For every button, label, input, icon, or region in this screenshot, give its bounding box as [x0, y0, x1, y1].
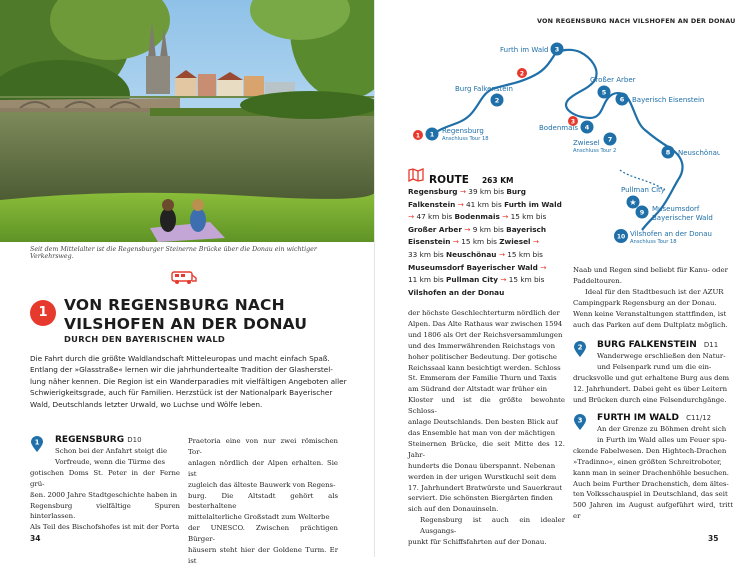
- route-distance-text: 11 km bis: [408, 275, 447, 285]
- body-line: burg. Die Altstadt gehört als besterhaltene: [188, 491, 338, 511]
- stop-marker: [614, 229, 628, 243]
- body-line: Regensburg ist auch ein idealer Ausgangs-: [420, 516, 565, 536]
- section-heading: [597, 413, 711, 423]
- stop-marker: [491, 94, 504, 107]
- body-line: häusern steht hier der Goldene Turm. Er ist: [188, 546, 338, 565]
- stop-label: Zwiesel: [573, 139, 600, 147]
- route-distance-text: 47 km bis: [416, 212, 455, 222]
- body-line: Kloster und ist die größte bewohnte Schloss-: [408, 396, 565, 416]
- body-line: gotischen Doms St. Peter in der Ferne grü-: [30, 468, 180, 488]
- route-line: [408, 224, 578, 237]
- side-marker: 3: [570, 118, 576, 126]
- svg-text:8: 8: [665, 148, 671, 157]
- body-line: An der Grenze zu Böhmen dreht sich: [597, 425, 727, 433]
- body-line: und Felsenpark rund um die ein-: [597, 362, 712, 371]
- route-stop-name: Großer Arber: [408, 224, 462, 234]
- route-arrow: →: [537, 262, 547, 272]
- body-line: kann man in seiner Drachenhöhle besuchen.: [573, 468, 729, 477]
- body-line: Vorfreude, wenn die Türme des: [55, 457, 166, 466]
- map-grid-code: C11/12: [686, 414, 712, 422]
- route-arrow: →: [499, 212, 511, 222]
- intro-line: Wald, Deutschlands letzter Urwald, wo Luchse und Wölfe leben.: [30, 399, 263, 409]
- body-line: werden in der urigen Wurstkuchl seit dem: [408, 472, 557, 481]
- section-title: REGENSBURG: [55, 435, 125, 445]
- intro-line: lung näher kennen. Die Region ist ein Wanderparadies mit vielfältigen Angeboten aller: [30, 376, 347, 386]
- route-line: [408, 249, 578, 262]
- body-line: Steinernen Brücke, die seit Mitte des 12. Jahr-: [408, 439, 565, 459]
- tour-intro: [30, 353, 365, 410]
- route-stop-name: Neuschönau: [446, 249, 497, 259]
- route-arrow: →: [455, 199, 467, 209]
- svg-text:6: 6: [619, 95, 625, 104]
- body-line: Campingpark Regensburg an der Donau.: [573, 298, 717, 307]
- svg-text:★: ★: [629, 198, 637, 207]
- body-line: Reichssaal kann besichtigt werden. Schloss: [408, 363, 561, 372]
- map-grid-code: D11: [703, 341, 719, 349]
- page-number-left: 34: [30, 534, 41, 543]
- section-title: FURTH IM WALD: [597, 413, 679, 423]
- intro-line: Entlang der »Glasstraße« lernen wir die jahrhundertealte Tradition der Glasherstel-: [30, 365, 333, 375]
- body-line: Wanderwege erschließen den Natur-: [597, 352, 726, 360]
- route-stop-name: Furth im Wald: [504, 199, 562, 209]
- column-three-text: [408, 308, 565, 548]
- tour-subtitle: DURCH DEN BAYERISCHEN WALD: [64, 334, 226, 344]
- map-grid-code: D10: [127, 436, 142, 444]
- stop-sublabel: Anschluss Tour 18: [442, 136, 489, 142]
- body-line: anlage Deutschlands. Den besten Blick auf: [408, 418, 558, 427]
- tour-title: [64, 296, 364, 334]
- route-title: ROUTE: [429, 174, 469, 186]
- stop-label: Bayerisch Eisenstein: [632, 96, 705, 104]
- stop-marker: [662, 146, 675, 159]
- regensburg-bridge-photo: [0, 0, 375, 242]
- body-line: Schon bei der Anfahrt steigt die: [55, 447, 168, 455]
- route-distance-text: 15 km bis: [508, 275, 545, 285]
- route-line: [408, 236, 578, 249]
- section-body: [573, 351, 733, 406]
- stop-label: Furth im Wald: [500, 46, 549, 54]
- svg-text:9: 9: [639, 208, 645, 217]
- stop-label: Museumsdorf: [652, 205, 700, 213]
- route-line: [408, 199, 578, 212]
- route-list: [408, 186, 578, 299]
- stop-marker: [604, 133, 617, 146]
- right-page: [375, 0, 750, 557]
- route-line: [408, 186, 578, 199]
- route-distance-text: 39 km bis: [468, 187, 507, 196]
- route-arrow: →: [461, 224, 473, 234]
- star-icon: [627, 196, 640, 209]
- route-distance-text: 9 km bis: [472, 224, 507, 234]
- route-arrow: →: [497, 275, 509, 285]
- route-stop-name: Burg: [506, 187, 526, 196]
- pin-number: 2: [577, 343, 583, 352]
- route-stop-name: Pullman City: [446, 275, 498, 285]
- body-line: am Südrand der Altstadt war früher ein: [408, 385, 548, 394]
- section-heading: [55, 435, 142, 445]
- body-line: hunderts die Donau überspannt. Nebenan: [408, 461, 556, 470]
- body-line: Als Teil des Bischofshofes ist mit der Porta: [30, 523, 180, 532]
- stop-sublabel: Anschluss Tour 18: [630, 239, 677, 245]
- page-number-right: 35: [708, 534, 719, 543]
- body-line: sich auf den Donauinseln.: [408, 505, 499, 514]
- route-distance-text: 15 km bis: [510, 212, 547, 222]
- intro-line: Die Fahrt durch die größte Waldlandschaft Mitteleuropas und macht einfach Spaß.: [30, 354, 330, 363]
- stop-label: Bayerischer Wald: [652, 214, 713, 222]
- photo-caption: Seit dem Mittelalter ist die Regensburger Steinerne Brücke über die Donau ein wichtiger Verkehrsweg.: [30, 246, 317, 260]
- stop-label: Regensburg: [442, 127, 484, 135]
- body-line: und Brücken durch eine Felsendurchgänge.: [573, 395, 727, 404]
- body-line: 12. Jahrhundert. Dabei geht es über Leitern: [573, 384, 728, 393]
- body-line: das Ensemble hat man von der mächtigen: [408, 428, 556, 437]
- route-distance: 263 KM: [481, 176, 514, 185]
- body-line: zugleich das älteste Bauwerk von Regens-: [188, 480, 336, 489]
- route-stop-name: Bodenmais: [454, 212, 500, 222]
- section-body: [30, 446, 180, 533]
- section-title: BURG FALKENSTEIN: [597, 340, 697, 350]
- svg-text:3: 3: [554, 45, 560, 54]
- stop-marker: [598, 86, 611, 99]
- route-arrow: →: [457, 187, 469, 196]
- route-line: [408, 262, 578, 275]
- route-stop-name: Museumsdorf Bayerischer Wald: [408, 262, 538, 272]
- tour-number-badge: 1: [30, 300, 56, 326]
- body-line: St. Emmeram der Familie Thurn und Taxis: [408, 374, 557, 383]
- pin-number: 3: [577, 416, 583, 425]
- stop-marker: [636, 206, 649, 219]
- body-line: ßen. 2000 Jahre Stadtgeschichte haben in: [30, 490, 178, 499]
- column-two-text: [188, 436, 338, 567]
- running-head: VON REGENSBURG NACH VILSHOFEN AN DER DONAU: [537, 17, 736, 25]
- stop-sublabel: Anschluss Tour 2: [573, 148, 617, 154]
- svg-text:10: 10: [616, 233, 626, 241]
- stop-marker: [581, 121, 594, 134]
- stop-label: Großer Arber: [590, 76, 636, 84]
- tour-title-line1: VON REGENSBURG NACH: [64, 296, 285, 314]
- stop-label: Neuschönau: [678, 149, 720, 157]
- route-distance-text: 41 km bis: [466, 199, 505, 209]
- route-line: [408, 287, 578, 300]
- body-line: Auch beim Further Drachenstich, dem ältes-: [573, 479, 729, 488]
- motorhome-icon: [171, 269, 197, 285]
- stop-marker: [426, 128, 439, 141]
- body-line: der höchste Geschlechterturm nördlich der: [408, 309, 560, 317]
- route-stop-name: Vilshofen an der Donau: [408, 287, 505, 297]
- route-distance-text: 15 km bis: [461, 237, 500, 247]
- body-line: und 1806 als Ort der Reichsversammlungen: [408, 330, 563, 339]
- route-line: [408, 211, 578, 224]
- side-marker: 2: [519, 70, 525, 78]
- route-arrow: →: [496, 249, 508, 259]
- route-line: [408, 274, 578, 287]
- section-heading: [597, 340, 718, 350]
- section-body: [573, 424, 733, 522]
- body-line: mittelalterliche Großstadt zum Welterbe: [188, 513, 330, 522]
- column-four-text: [573, 265, 733, 330]
- body-line: Praetoria eine von nur zwei römischen Tor-: [188, 437, 338, 456]
- intro-line: Schwierigkeitsgrade, auch für Familien. Herzstück ist der Nationalpark Bayerischer: [30, 388, 333, 398]
- side-marker: 1: [415, 132, 421, 140]
- svg-text:2: 2: [494, 96, 500, 105]
- pin-number: 1: [34, 438, 40, 447]
- body-line: anlagen nördlich der Alpen erhalten. Sie ist: [188, 458, 338, 478]
- body-line: punkt für Schiffsfahrten auf der Donau.: [408, 538, 547, 547]
- tour-title-line2: VILSHOFEN AN DER DONAU: [64, 315, 308, 333]
- route-arrow: →: [530, 237, 539, 247]
- svg-text:7: 7: [607, 135, 613, 144]
- route-stop-name: Regensburg: [408, 187, 458, 196]
- route-stop-name: Bayerisch: [506, 224, 547, 234]
- route-stop-name: Eisenstein: [408, 237, 451, 247]
- body-line: ten Volksschauspiel in Deutschland, das seit: [573, 490, 728, 499]
- body-line: »Tradinno«, einen größten Schreitroboter,: [573, 457, 722, 466]
- body-line: hoher politischer Bedeutung. Der gotische: [408, 352, 557, 361]
- body-line: Paddeltouren.: [573, 276, 622, 285]
- svg-text:4: 4: [584, 123, 590, 132]
- body-line: 500 Jahren im August aufgeführt wird, tritt er: [573, 501, 733, 521]
- svg-text:1: 1: [429, 130, 435, 139]
- map-icon: [408, 167, 424, 181]
- body-line: drucksvolle und gut erhaltene Burg aus dem: [573, 373, 730, 382]
- route-heading: [429, 168, 514, 187]
- route-stop-name: Falkenstein: [408, 199, 456, 209]
- stop-marker: [616, 93, 629, 106]
- left-page: [0, 0, 375, 565]
- body-line: in Furth im Wald alles um Feuer spu-: [597, 435, 727, 444]
- body-line: 17. Jahrhundert Bratwürste und Sauerkraut: [408, 483, 563, 492]
- body-line: Naab und Regen sind beliebt für Kanu- oder: [573, 266, 728, 274]
- body-line: ckende Fabelwesen. Den Hightech-Drachen: [573, 446, 727, 455]
- route-arrow: →: [450, 237, 462, 247]
- body-line: Alpen. Das Alte Rathaus war zwischen 1594: [408, 319, 563, 328]
- body-line: serviert. Die schönsten Biergärten finden: [408, 494, 553, 503]
- stop-label: Burg Falkenstein: [455, 85, 513, 93]
- route-distance-text: 15 km bis: [507, 249, 543, 259]
- route-stop-name: Zwiesel: [499, 237, 531, 247]
- route-arrow: →: [408, 212, 417, 222]
- stop-label: Pullman City: [621, 186, 665, 194]
- body-line: der UNESCO. Zwischen prächtigen Bürger-: [188, 524, 338, 544]
- route-distance-text: 33 km bis: [408, 249, 447, 259]
- body-line: Wenn keine Veranstaltungen stattfinden, ist: [573, 309, 727, 318]
- stop-label: Vilshofen an der Donau: [630, 230, 712, 238]
- body-line: auch das Parken auf dem Dultplatz möglich.: [573, 320, 728, 329]
- stop-marker: [551, 43, 564, 56]
- body-line: und des Immerwährenden Reichstags von: [408, 341, 556, 350]
- body-line: Ideal für den Stadtbesuch ist der AZUR: [585, 287, 724, 296]
- svg-text:5: 5: [601, 88, 607, 97]
- stop-label: Bodenmais: [539, 124, 578, 132]
- body-line: Regensburg vielfältige Spuren hinterlassen.: [30, 501, 180, 521]
